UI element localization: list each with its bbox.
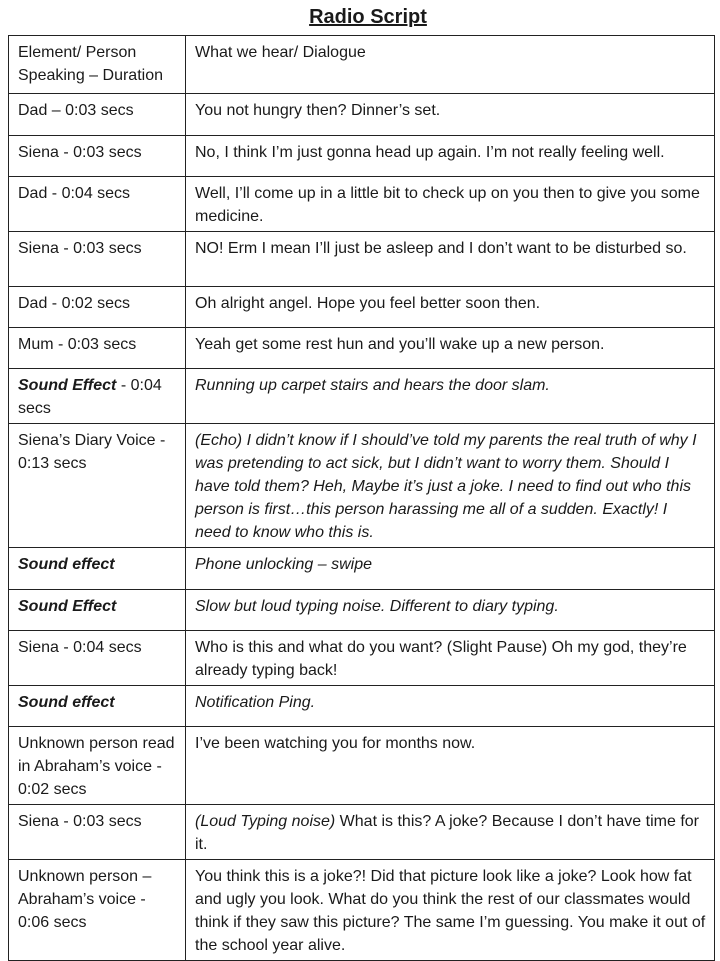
page-title: Radio Script: [309, 6, 427, 28]
sound-effect-label: Sound Effect: [18, 377, 117, 394]
element-cell: Sound effect: [9, 548, 186, 590]
element-cell: Siena - 0:03 secs: [9, 136, 186, 177]
element-cell: Unknown person read in Abraham’s voice - 0:02 secs: [9, 727, 186, 805]
element-cell: Siena’s Diary Voice - 0:13 secs: [9, 424, 186, 548]
dialogue-cell: Running up carpet stairs and hears the door slam.: [186, 369, 715, 424]
table-row: [9, 287, 715, 328]
dialogue-cell: (Echo) I didn’t know if I should’ve told my parents the real truth of why I was pretending to act sick, but I didn’t want to worry them. Should I have told them? Heh, Maybe it’s just a joke. I need to find out who this person is first…this person harassing me all of a sudden. Exactly! I need to know who this is.: [186, 424, 715, 548]
table-header-row: [9, 36, 715, 94]
element-cell: Sound Effect: [9, 590, 186, 631]
element-cell: Siena - 0:03 secs: [9, 232, 186, 287]
table-row: [9, 232, 715, 287]
dialogue-cell: Oh alright angel. Hope you feel better soon then.: [186, 287, 715, 328]
table-row: [9, 136, 715, 177]
table-row: [9, 548, 715, 590]
dialogue-cell: Notification Ping.: [186, 686, 715, 727]
table-row: [9, 590, 715, 631]
dialogue-cell: You not hungry then? Dinner’s set.: [186, 94, 715, 136]
script-table: [8, 35, 715, 961]
table-row: [9, 177, 715, 232]
element-cell: Unknown person – Abraham’s voice - 0:06 secs: [9, 860, 186, 961]
element-cell: Siena - 0:04 secs: [9, 631, 186, 686]
table-row: [9, 424, 715, 548]
dialogue-cell: Well, I’ll come up in a little bit to check up on you then to give you some medicine.: [186, 177, 715, 232]
element-cell: Dad - 0:02 secs: [9, 287, 186, 328]
element-cell: Sound effect: [9, 686, 186, 727]
element-cell: [9, 369, 186, 424]
header-element-line1: Element/ Person: [18, 44, 137, 61]
element-duration: - 0:04 secs: [18, 377, 162, 417]
table-row: [9, 369, 715, 424]
dialogue-text: What is this? A joke? Because I don’t have time for it.: [195, 813, 699, 853]
dialogue-cell: No, I think I’m just gonna head up again. I’m not really feeling well.: [186, 136, 715, 177]
dialogue-cell: Who is this and what do you want? (Slight Pause) Oh my god, they’re already typing back!: [186, 631, 715, 686]
dialogue-cell: Phone unlocking – swipe: [186, 548, 715, 590]
element-cell: Mum - 0:03 secs: [9, 328, 186, 369]
table-row: [9, 860, 715, 961]
header-element-cell: [9, 36, 186, 94]
element-cell: Siena - 0:03 secs: [9, 805, 186, 860]
dialogue-cell: Yeah get some rest hun and you’ll wake up a new person.: [186, 328, 715, 369]
table-row: [9, 328, 715, 369]
dialogue-cell: [186, 805, 715, 860]
dialogue-italic-note: (Loud Typing noise): [195, 813, 336, 830]
table-row: [9, 686, 715, 727]
table-row: [9, 631, 715, 686]
table-row: [9, 727, 715, 805]
header-dialogue-cell: What we hear/ Dialogue: [186, 36, 715, 94]
dialogue-cell: NO! Erm I mean I’ll just be asleep and I don’t want to be disturbed so.: [186, 232, 715, 287]
dialogue-cell: Slow but loud typing noise. Different to diary typing.: [186, 590, 715, 631]
dialogue-cell: You think this is a joke?! Did that picture look like a joke? Look how fat and ugly you look. What do you think the rest of our classmates would think if they saw this picture? The same I’m guessing. You make it out of the school year alive.: [186, 860, 715, 961]
table-row: [9, 805, 715, 860]
table-row: [9, 94, 715, 136]
element-cell: Dad - 0:04 secs: [9, 177, 186, 232]
header-element-line2: Speaking – Duration: [18, 67, 163, 84]
dialogue-cell: I’ve been watching you for months now.: [186, 727, 715, 805]
element-cell: Dad – 0:03 secs: [9, 94, 186, 136]
